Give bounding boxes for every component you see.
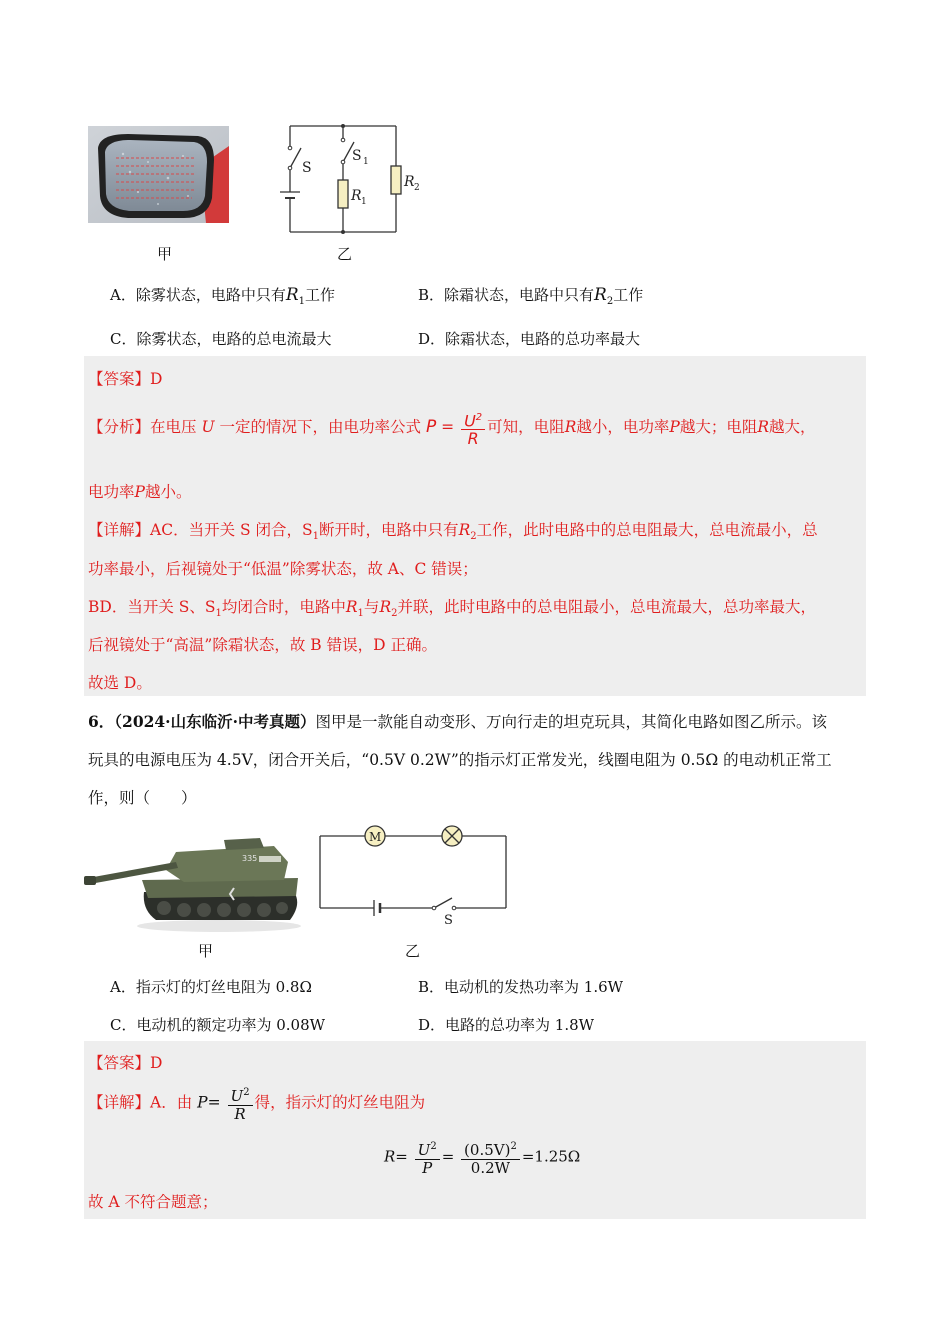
resistor-r2-sub: 2 [414,183,420,193]
q5-circuit-diagram [268,118,438,238]
q5-fig2-caption: 乙 [337,245,353,263]
q5-detail-line2: 功率最小，后视镜处于“低温”除雾状态，故 A、C 错误； [88,560,478,578]
q5-detail-line4: 后视镜处于“高温”除霜状态，故 B 错误，D 正确。 [88,636,437,654]
q6-fig1-caption: 甲 [198,942,214,960]
q5-detail-line1: 【详解】AC．当开关 S 闭合，$S_1$断开时，电路中只有$R_2$工作，此时电路中的总电阻最大，总电流最小，总 [88,521,818,543]
q6-detail-line3: 故 A 不符合题意； [88,1193,218,1211]
motor-label: M [369,830,382,844]
q6-detail-line1: 【详解】A．由 P= $\frac{U^2}{R}$ 得，指示灯的灯丝电阻为 [88,1084,425,1123]
q5-analysis-line1: 【分析】在电压 U 一定的情况下，由电功率公式 P = $\frac{U^2}{R}$ 可知，电阻R越小，电功率P越大；电阻R越大， [88,409,816,447]
switch-s1-sub: 1 [363,157,369,167]
power-formula-fraction-2: $\frac{U^2}{R}$ [228,1084,253,1123]
q6-circuit-diagram [314,822,514,930]
q5-option-b: B．除霜状态，电路中只有$R_2$工作 [418,285,644,307]
tank-number: 335 [242,854,258,863]
q5-option-a: A．除雾状态，电路中只有$R_1$工作 [110,285,336,307]
q5-analysis-line2: 电功率P越小。 [88,483,192,501]
tank-illustration [84,822,304,934]
q6-resistance-equation: R= $\frac{U^2}{P}$ = $\frac{(0.5V)^2}{0.2W}$ =1.25Ω [384,1138,580,1177]
mirror-photo [88,126,229,223]
switch-s-label: S [302,160,312,176]
q6-stem-line3: 作，则（ ） [88,789,197,807]
power-formula-fraction: $\frac{U^2}{R}$ [461,409,485,447]
resistor-r2-label: R [404,174,415,190]
tank-photo [84,822,304,934]
q5-fig1-caption: 甲 [157,245,173,263]
switch-s1-label: S [352,148,362,164]
switch-label: S [444,913,453,928]
q6-option-d: D．电路的总功率为 1.8W [418,1016,595,1034]
q6-answer: 【答案】D [88,1054,163,1072]
mirror-illustration [88,126,229,223]
q6-option-c: C．电动机的额定功率为 0.08W [110,1016,326,1034]
q5-option-c: C．除雾状态，电路的总电流最大 [110,330,332,348]
q5-answer: 【答案】D [88,370,163,388]
q5-option-d: D．除霜状态，电路的总功率最大 [418,330,641,348]
q6-stem-line2: 玩具的电源电压为 4.5V，闭合开关后，“0.5V 0.2W”的指示灯正常发光，线圈电阻为 0.5Ω 的电动机正常工 [88,751,832,769]
q6-option-b: B．电动机的发热功率为 1.6W [418,978,624,996]
q6-option-a: A．指示灯的灯丝电阻为 0.8Ω [110,978,312,996]
q6-stem-line1: 6．（2024·山东临沂·中考真题）图甲是一款能自动变形、万向行走的坦克玩具，其简化电路如图乙所示。该 [88,712,827,731]
resistor-r1-sub: 1 [361,197,367,207]
q5-detail-line5: 故选 D。 [88,674,152,692]
q5-detail-line3: BD．当开关 S、$S_1$均闭合时，电路中$R_1$与$R_2$并联，此时电路中的总电阻最小，总电流最大，总功率最大， [88,598,816,620]
q6-fig2-caption: 乙 [405,942,421,960]
resistor-r1-label: R [351,188,362,204]
